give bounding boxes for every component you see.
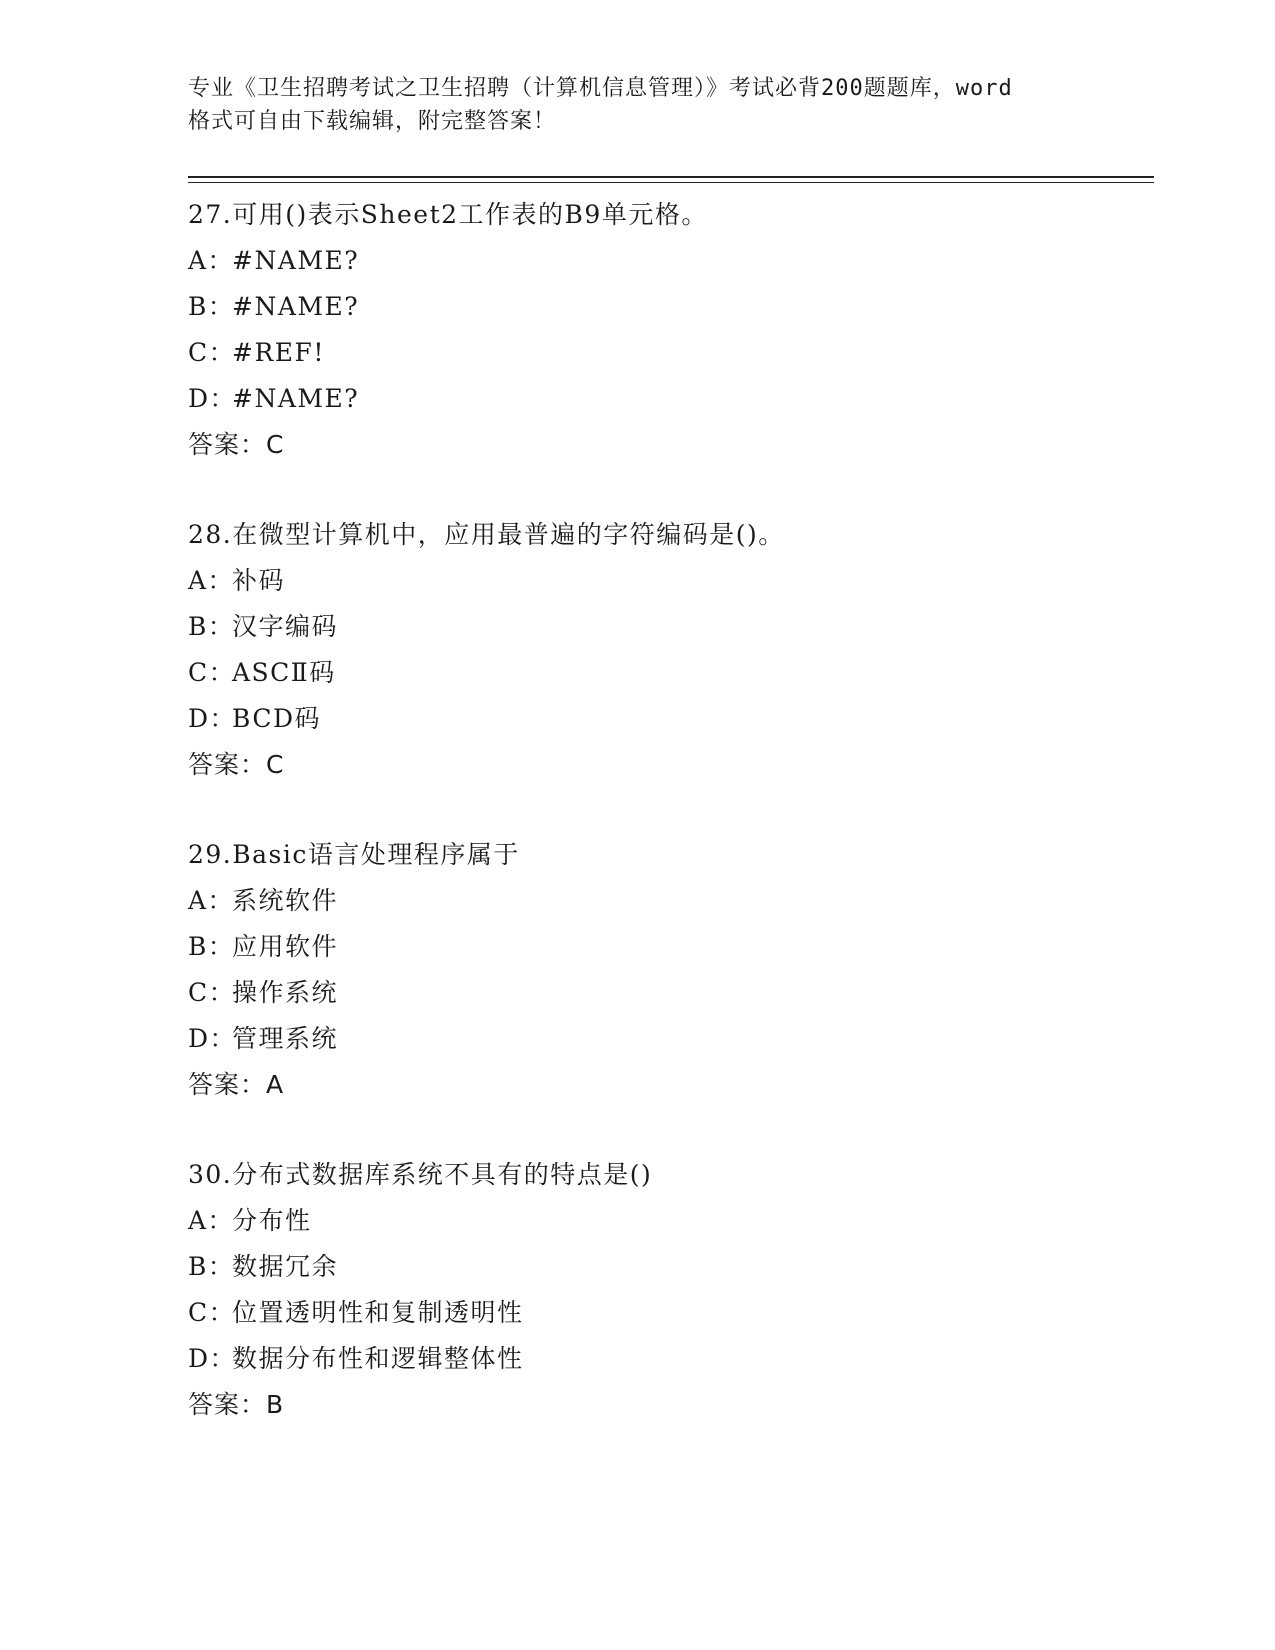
header-divider-thick bbox=[188, 176, 1154, 178]
option-c bbox=[188, 330, 1148, 376]
option-b bbox=[188, 924, 1148, 970]
option-letter: A： bbox=[188, 246, 235, 275]
question-stem: 30.分布式数据库系统不具有的特点是() bbox=[188, 1160, 653, 1189]
option-text: #NAME? bbox=[232, 292, 360, 321]
option-letter: C： bbox=[188, 658, 236, 687]
question-stem: 28.在微型计算机中，应用最普遍的字符编码是()。 bbox=[188, 520, 785, 549]
option-c bbox=[188, 970, 1148, 1016]
option-b bbox=[188, 604, 1148, 650]
option-letter: D： bbox=[188, 704, 237, 733]
question-stem: 27.可用()表示Sheet2工作表的B9单元格。 bbox=[188, 200, 708, 229]
question-29 bbox=[188, 832, 1148, 1152]
question-28 bbox=[188, 512, 1148, 832]
option-text: #REF! bbox=[232, 338, 325, 367]
document-header bbox=[188, 72, 1088, 138]
option-text: 操作系统 bbox=[232, 978, 339, 1007]
option-text: 应用软件 bbox=[232, 932, 339, 961]
question-stem: 29.Basic语言处理程序属于 bbox=[188, 840, 520, 869]
option-b bbox=[188, 1244, 1148, 1290]
option-letter: D： bbox=[188, 1344, 237, 1373]
option-text: 数据冗余 bbox=[232, 1252, 339, 1281]
option-letter: D： bbox=[188, 384, 237, 413]
option-a bbox=[188, 1198, 1148, 1244]
option-letter: C： bbox=[188, 338, 236, 367]
option-text: 管理系统 bbox=[232, 1024, 339, 1053]
option-letter: B： bbox=[188, 932, 235, 961]
option-a bbox=[188, 878, 1148, 924]
option-text: 汉字编码 bbox=[232, 612, 339, 641]
option-text: ASCⅡ码 bbox=[232, 658, 336, 687]
option-text: 分布性 bbox=[232, 1206, 312, 1235]
header-line-2: 格式可自由下载编辑，附完整答案！ bbox=[188, 109, 557, 134]
option-letter: A： bbox=[188, 886, 235, 915]
option-letter: B： bbox=[188, 1252, 235, 1281]
option-letter: B： bbox=[188, 292, 235, 321]
option-d bbox=[188, 376, 1148, 422]
option-letter: A： bbox=[188, 566, 235, 595]
option-letter: C： bbox=[188, 978, 236, 1007]
option-text: 系统软件 bbox=[232, 886, 339, 915]
option-c bbox=[188, 1290, 1148, 1336]
header-line-1: 专业《卫生招聘考试之卫生招聘（计算机信息管理）》考试必背200题题库，word bbox=[188, 76, 1013, 101]
option-c bbox=[188, 650, 1148, 696]
option-d bbox=[188, 1016, 1148, 1062]
answer-line: 答案：C bbox=[188, 750, 285, 779]
option-a bbox=[188, 558, 1148, 604]
option-text: 补码 bbox=[232, 566, 286, 595]
question-27 bbox=[188, 192, 1148, 512]
option-text: #NAME? bbox=[232, 384, 360, 413]
header-divider-thin bbox=[188, 182, 1154, 183]
option-letter: D： bbox=[188, 1024, 237, 1053]
question-list bbox=[188, 192, 1148, 1472]
option-d bbox=[188, 696, 1148, 742]
option-letter: C： bbox=[188, 1298, 236, 1327]
option-text: 位置透明性和复制透明性 bbox=[232, 1298, 524, 1327]
option-text: 数据分布性和逻辑整体性 bbox=[232, 1344, 524, 1373]
answer-line: 答案：C bbox=[188, 430, 285, 459]
option-letter: A： bbox=[188, 1206, 235, 1235]
option-b bbox=[188, 284, 1148, 330]
option-text: #NAME? bbox=[232, 246, 360, 275]
answer-line: 答案：A bbox=[188, 1070, 285, 1099]
question-30 bbox=[188, 1152, 1148, 1472]
option-letter: B： bbox=[188, 612, 235, 641]
option-d bbox=[188, 1336, 1148, 1382]
option-a bbox=[188, 238, 1148, 284]
option-text: BCD码 bbox=[232, 704, 322, 733]
answer-line: 答案：B bbox=[188, 1390, 285, 1419]
